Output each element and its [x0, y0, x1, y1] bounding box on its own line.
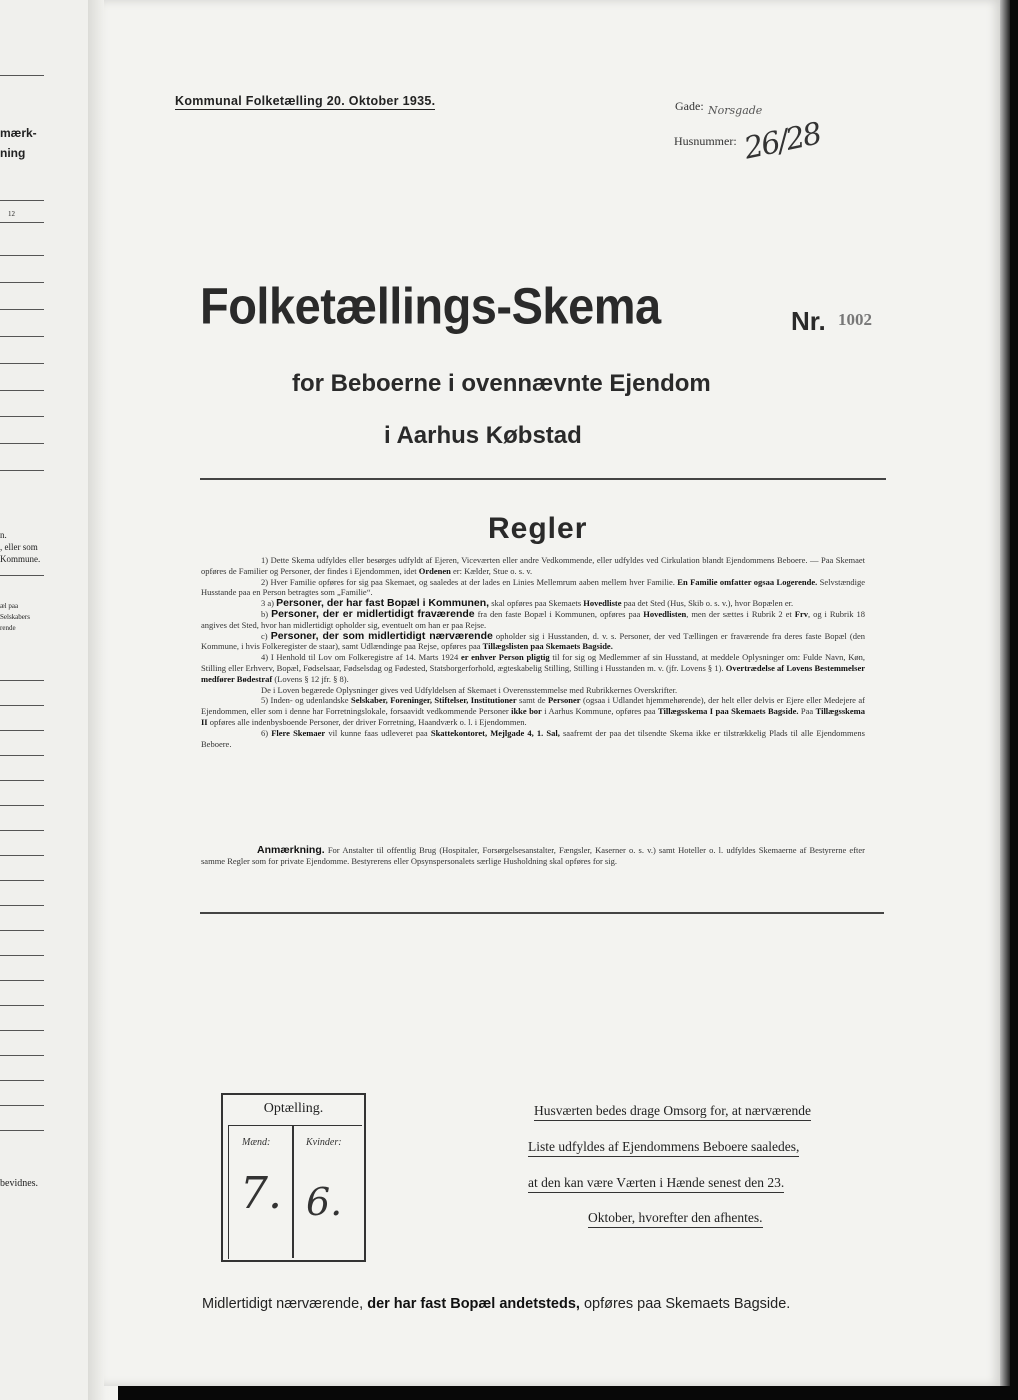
census-form-page: [104, 0, 1002, 1386]
prev-rule: [0, 755, 44, 756]
rule-3b: b) Personer, der er midlertidigt fraværende fra den faste Bopæl i Kommunen, opføres paa Hovedlisten, men der sættes i Rubrik 2 et Frv, og i Rubrik 18 angives det Sted, hvor han midlertidigt opholder sig, eventuelt om han er paa Rejse.: [201, 607, 865, 630]
kvinder-value: 6.: [306, 1180, 343, 1224]
rule-6: 6) Flere Skemaer vil kunne faas udleveret paa Skattekontoret, Mejlgade 4, 1. Sal, saafremt der paa det tilsendte Skema ikke er tilstrækkelig Plads til alle Ejendommens Beboere.: [201, 727, 865, 749]
prev-text: n.: [0, 530, 7, 540]
prev-rule: [0, 390, 44, 391]
prev-text: mærk-: [0, 126, 37, 140]
prev-text: Selskabers: [0, 613, 30, 621]
prev-text: æl paa: [0, 602, 19, 610]
prev-rule: [0, 1055, 44, 1056]
prev-rule: [0, 1030, 44, 1031]
prev-rule: [0, 930, 44, 931]
prev-rule: [0, 905, 44, 906]
prev-rule: [0, 309, 44, 310]
prev-rule: [0, 730, 44, 731]
gade-value: Norsgade: [708, 104, 763, 117]
prev-rule: [0, 416, 44, 417]
rule-3c: c) Personer, der som midlertidigt nærværende opholder sig i Husstanden, d. v. s. Personer, der ved Tællingen er fraværende fra deres faste Bopæl (den Kommune, i hvis Folkeregister de staar), samt Udlændinge paa Rejse, opføres paa Tillægslisten paa Skemaets Bagside.: [201, 629, 865, 652]
prev-rule: [0, 1130, 44, 1131]
prev-rule: [0, 805, 44, 806]
prev-rule: [0, 470, 44, 471]
title-divider: [200, 478, 886, 480]
prev-text: ning: [0, 146, 26, 160]
prev-rule: [0, 222, 44, 223]
form-number-label: Nr.: [791, 306, 826, 336]
anmaerkning-text: For Anstalter til offentlig Brug (Hospitaler, Forsørgelsesanstalter, Fængsler, Kaserner o. s. v.) samt Hoteller o. l. udfyldes Skemaerne af Bestyrerne efter samme Regler som for private Ejendomme. Bestyrerens eller Opsynspersonalets særlige Husholdning skal opføres for sig.: [201, 845, 865, 866]
rule-5: 5) Inden- og udenlandske Selskaber, Foreninger, Stiftelser, Institutioner samt de Personer (ogsaa i Udlandet hjemmehørende), der helt eller delvis er Ejere eller Medejere af Ejendommen, eller som i denne har Forretningslokale, forsaavidt vedkommende Personer ikke bor i Aarhus Kommune, opføres paa Tillægsskema I paa Skemaets Bagside. Paa Tillægsskema II opføres alle indenbysboende Personer, der driver Forretning, Haandværk o. l. i Ejendommen.: [201, 695, 865, 727]
rule-1: 1) Dette Skema udfyldes eller besørges udfyldt af Ejeren, Viceværten eller andre Vedkommende, eller udfyldes ved Cirkulation blandt Ejendommens Beboere. — Paa Skemaet opføres de Familier og Personer, der findes i Ejendommen, idet Ordenen er: Kælder, Stue o. s. v.: [201, 555, 865, 576]
prev-rule: [0, 955, 44, 956]
notice-line-2: Liste udfyldes af Ejendommens Beboere saaledes,: [528, 1139, 799, 1157]
prev-rule: [0, 575, 44, 576]
prev-rule: [0, 75, 44, 76]
prev-rule: [0, 363, 44, 364]
prev-text: Kommune.: [0, 554, 41, 564]
form-subtitle-2: i Aarhus Købstad: [384, 422, 582, 449]
husnummer-label: Husnummer:: [674, 134, 737, 148]
form-title: Folketællings-Skema: [200, 276, 661, 335]
prev-text: 12: [8, 210, 15, 218]
prev-rule: [0, 705, 44, 706]
prev-rule: [0, 830, 44, 831]
rule-4: 4) I Henhold til Lov om Folkeregistre af 14. Marts 1924 er enhver Person pligtig til for sig og Medlemmer af sin Husstand, at meddele Oplysninger om: Fulde Navn, Køn, Stilling eller Erhverv, Bopæl, Fødselsaar, Fødselsdag og Fødested, Statsborgerforhold, ægteskabelig Stilling, Stilling i Husstanden m. v. (jfr. Lovens § 1). Overtrædelse af Lovens Bestemmelser medfører Bødestraf (Lovens § 12 jfr. § 8).: [201, 652, 866, 684]
prev-rule: [0, 1080, 44, 1081]
anmaerkning-note: [201, 845, 865, 867]
prev-rule: [0, 443, 44, 444]
anmaerkning-label: Anmærkning.: [257, 844, 325, 856]
notice-line-3: at den kan være Værten i Hænde senest den 23.: [528, 1175, 784, 1193]
gade-label: Gade:: [675, 99, 704, 113]
previous-page-edge: [0, 0, 96, 1400]
count-box-divider: [292, 1125, 294, 1258]
form-subtitle-1: for Beboerne i ovennævnte Ejendom: [292, 370, 711, 397]
prev-rule: [0, 200, 44, 201]
maend-label: Mænd:: [242, 1137, 271, 1148]
prev-text: bevidnes.: [0, 1178, 39, 1189]
prev-rule: [0, 980, 44, 981]
census-header-line: Kommunal Folketælling 20. Oktober 1935.: [175, 94, 436, 108]
prev-rule: [0, 880, 44, 881]
prev-rule: [0, 1005, 44, 1006]
notice-line-1: Husværten bedes drage Omsorg for, at nærværende: [534, 1103, 811, 1121]
kvinder-label: Kvinder:: [306, 1137, 342, 1148]
prev-rule: [0, 255, 44, 256]
prev-rule: [0, 1105, 44, 1106]
rule-4-note: De i Loven begærede Oplysninger gives ved Udfyldelsen af Skemaet i Overensstemmelse med Rubrikkernes Overskrifter.: [261, 684, 678, 695]
page-edge-shadow: [1000, 0, 1010, 1386]
husnummer-value: 26/28: [741, 116, 824, 167]
prev-rule: [0, 336, 44, 337]
prev-rule: [0, 282, 44, 283]
count-box-title: Optælling.: [263, 1101, 324, 1116]
prev-rule: [0, 780, 44, 781]
footer-note: Midlertidigt nærværende, der har fast Bopæl andetsteds, opføres paa Skemaets Bagside.: [202, 1296, 791, 1312]
rules-divider: [200, 912, 884, 914]
notice-line-4: Oktober, hvorefter den afhentes.: [588, 1210, 763, 1228]
prev-text: , eller som: [0, 542, 38, 552]
prev-rule: [0, 680, 44, 681]
maend-value: 7.: [240, 1168, 282, 1219]
prev-text: rende: [0, 624, 16, 632]
form-number-value: 1002: [838, 310, 872, 329]
rules-text: [201, 555, 865, 749]
rules-heading: Regler: [488, 512, 588, 545]
rule-2: 2) Hver Familie opføres for sig paa Skemaet, og saaledes at der lades en Linies Mellemrum aaben mellem hver Familie. En Familie omfatter ogsaa Logerende. Selvstændige Husstande paa en Person betragtes som „Familie“.: [201, 576, 865, 598]
prev-rule: [0, 855, 44, 856]
rule-3a: 3 a) Personer, der har fast Bopæl i Kommunen, skal opføres paa Skemaets Hovedliste paa det Sted (Hus, Skib o. s. v.), hvor Bopælen er.: [261, 597, 794, 610]
